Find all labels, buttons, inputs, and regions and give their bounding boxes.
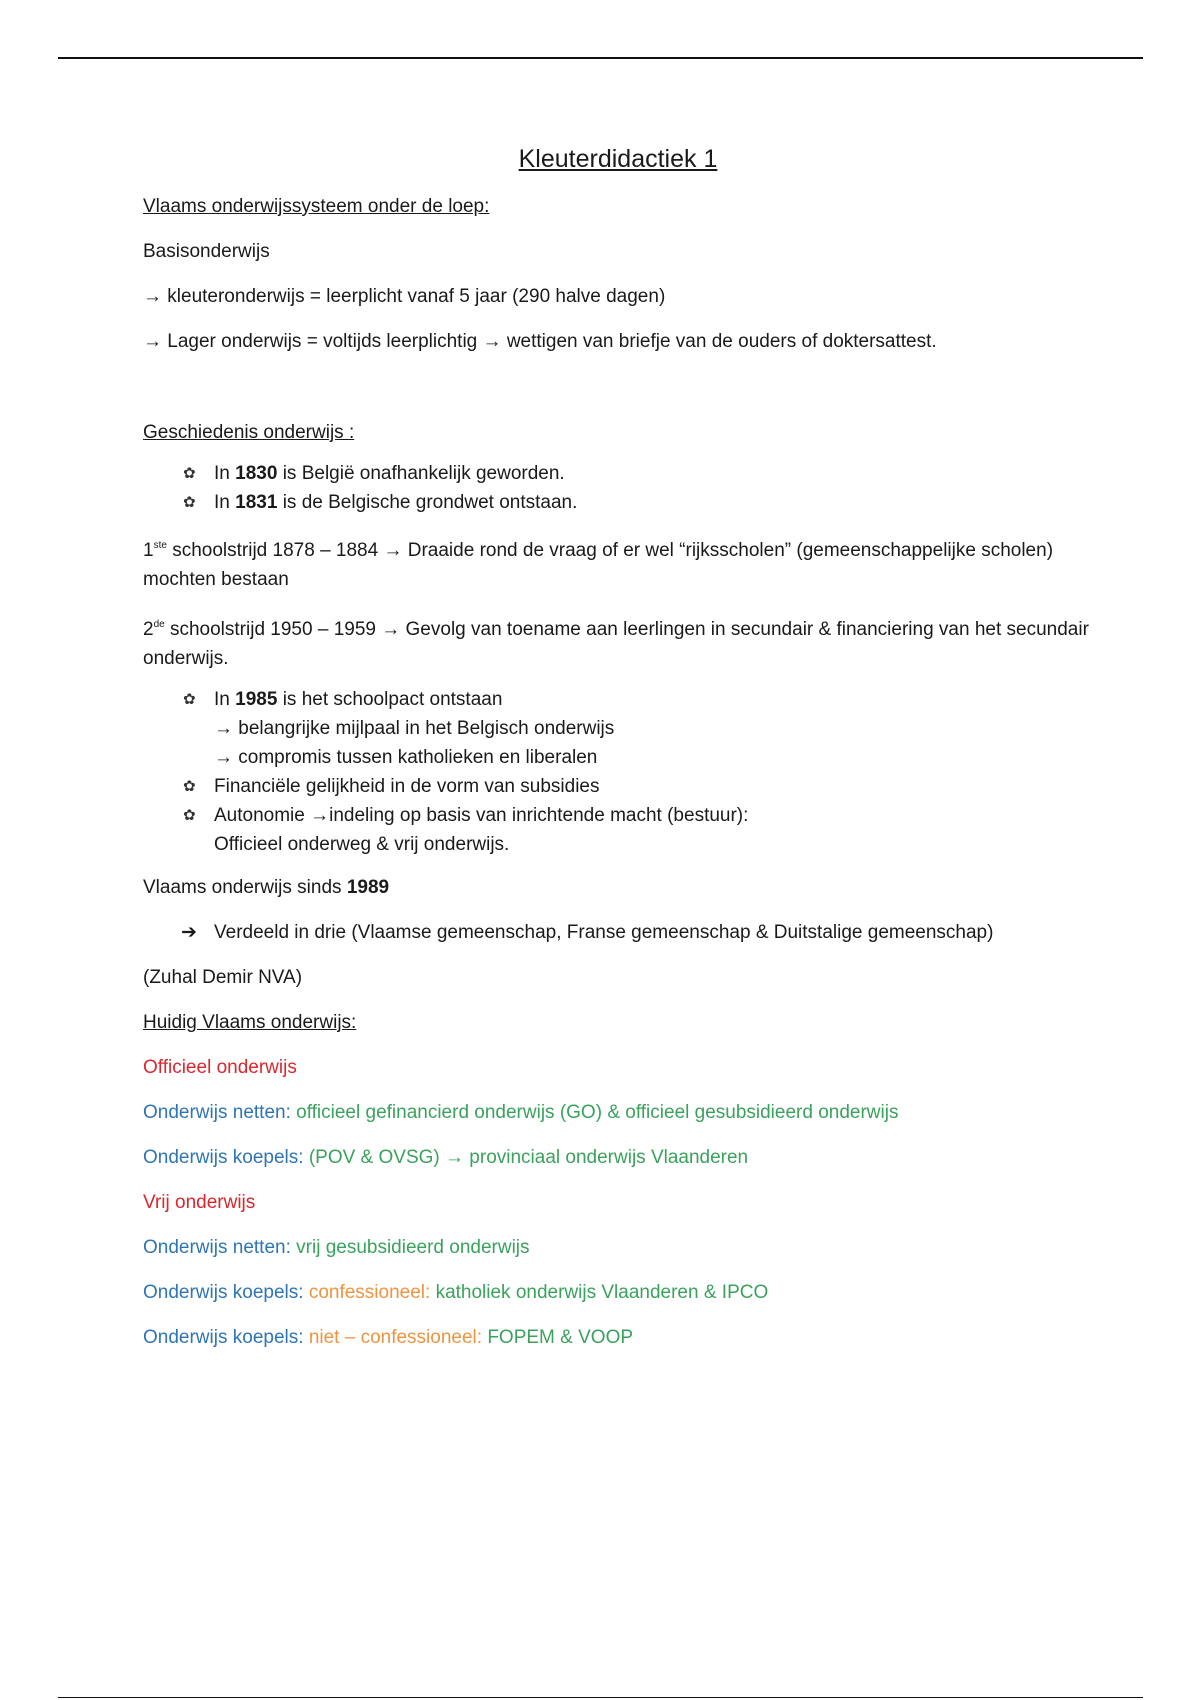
arrow-icon: → xyxy=(381,619,401,640)
schoolpact-list xyxy=(143,685,1093,859)
arrow-icon: → xyxy=(383,540,403,561)
document-title: Kleuterdidactiek 1 xyxy=(518,145,718,173)
vrij-koepels-niet-confessioneel: Onderwijs koepels: niet – confessioneel: FOPEM & VOOP xyxy=(143,1327,634,1348)
arrow-icon: → xyxy=(445,1147,465,1168)
vrij-heading: Vrij onderwijs xyxy=(143,1192,256,1213)
list-item: ✿ Financiële gelijkheid in de vorm van subsidies xyxy=(183,772,1093,801)
vrij-netten: Onderwijs netten: vrij gesubsidieerd onderwijs xyxy=(143,1237,530,1258)
verdeeld-item: ➔ Verdeeld in drie (Vlaamse gemeenschap, Franse gemeenschap & Duitstalige gemeenschap) xyxy=(143,918,1093,947)
arrow-icon: → xyxy=(310,805,330,826)
arrow-icon: → xyxy=(482,331,502,352)
schoolstrijd-2: 2de schoolstrijd 1950 – 1959 → Gevolg van toename aan leerlingen in secundair & financiering van het secundair onderwijs. xyxy=(143,619,1089,669)
spacer xyxy=(143,372,1093,418)
vlaams-sinds: Vlaams onderwijs sinds 1989 xyxy=(143,877,390,898)
gear-icon: ✿ xyxy=(183,778,196,795)
gear-icon: ✿ xyxy=(183,465,196,482)
section-heading-history: Geschiedenis onderwijs : xyxy=(143,422,355,443)
arrow-icon: → xyxy=(143,286,162,307)
history-list xyxy=(143,459,1093,517)
kleuter-line: → kleuteronderwijs = leerplicht vanaf 5 jaar (290 halve dagen) xyxy=(143,286,666,307)
zuhal-line: (Zuhal Demir NVA) xyxy=(143,967,303,988)
list-item: ✿ In 1831 is de Belgische grondwet ontstaan. xyxy=(183,488,1093,517)
officieel-netten: Onderwijs netten: officieel gefinancierd onderwijs (GO) & officieel gesubsidieerd onderwijs xyxy=(143,1102,899,1123)
schoolstrijd-1: 1ste schoolstrijd 1878 – 1884 → Draaide rond de vraag of er wel “rijksscholen” (gemeenschappelijke scholen) mochten bestaan xyxy=(143,540,1054,590)
officieel-heading: Officieel onderwijs xyxy=(143,1057,297,1078)
list-item: ✿ In 1985 is het schoolpact ontstaan → belangrijke mijlpaal in het Belgisch onderwijs → compromis tussen katholieken en liberalen xyxy=(183,685,1093,772)
gear-icon: ✿ xyxy=(183,691,196,708)
lager-line: → Lager onderwijs = voltijds leerplichtig → wettigen van briefje van de ouders of doktersattest. xyxy=(143,331,937,352)
arrow-bullet-icon: ➔ xyxy=(181,922,197,943)
gear-icon: ✿ xyxy=(183,807,196,824)
bottom-rule xyxy=(58,1697,1143,1698)
top-rule xyxy=(58,57,1143,59)
list-item: ✿ Autonomie →indeling op basis van inrichtende macht (bestuur): Officieel onderweg & vrij onderwijs. xyxy=(183,801,1093,859)
section-heading-system: Vlaams onderwijssysteem onder de loep: xyxy=(143,196,490,217)
vrij-koepels-confessioneel: Onderwijs koepels: confessioneel: katholiek onderwijs Vlaanderen & IPCO xyxy=(143,1282,769,1303)
section-heading-current: Huidig Vlaams onderwijs: xyxy=(143,1012,357,1033)
basisonderwijs-label: Basisonderwijs xyxy=(143,241,270,262)
arrow-icon: → xyxy=(214,718,233,739)
officieel-koepels: Onderwijs koepels: (POV & OVSG) → provinciaal onderwijs Vlaanderen xyxy=(143,1147,749,1168)
document-page xyxy=(143,140,1093,1368)
gear-icon: ✿ xyxy=(183,494,196,511)
arrow-icon: → xyxy=(214,747,233,768)
arrow-icon: → xyxy=(143,331,162,352)
list-item: ✿ In 1830 is België onafhankelijk geworden. xyxy=(183,459,1093,488)
